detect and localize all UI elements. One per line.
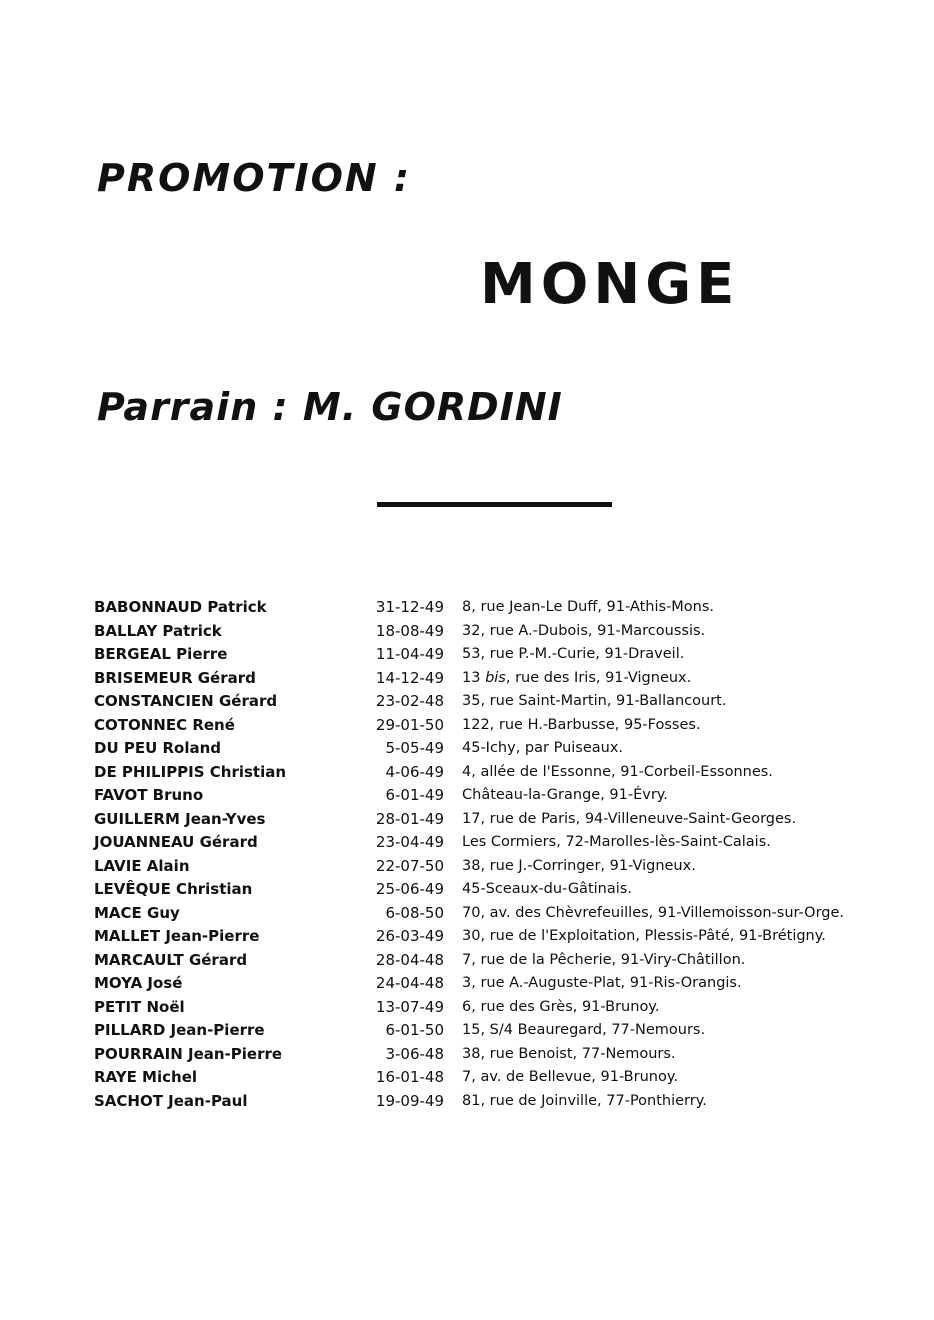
student-name: MOYA José bbox=[94, 974, 183, 992]
student-name: BALLAY Patrick bbox=[94, 621, 222, 640]
student-birth-date: 18-08-49 bbox=[375, 621, 444, 640]
student-name: GUILLERM Jean-Yves bbox=[94, 809, 266, 828]
student-row bbox=[94, 972, 874, 996]
student-name: BRISEMEUR Gérard bbox=[94, 668, 256, 687]
student-birth-date: 6-01-50 bbox=[385, 1021, 444, 1039]
student-row bbox=[94, 855, 874, 879]
student-address: 7, av. de Bellevue, 91-Brunoy. bbox=[462, 1069, 678, 1085]
student-row bbox=[94, 1066, 874, 1090]
student-address: 81, rue de Joinville, 77-Ponthierry. bbox=[462, 1092, 707, 1109]
student-birth-date: 6-08-50 bbox=[385, 903, 444, 922]
divider-rule bbox=[377, 502, 612, 507]
student-name: PETIT Noël bbox=[94, 997, 185, 1016]
student-row bbox=[94, 714, 874, 738]
student-birth-date: 23-02-48 bbox=[375, 692, 444, 710]
student-address: 4, allée de l'Essonne, 91-Corbeil-Essonnes. bbox=[462, 763, 773, 780]
student-birth-date: 25-06-49 bbox=[375, 880, 444, 898]
student-address: 30, rue de l'Exploitation, Plessis-Pâté, 91-Brétigny. bbox=[462, 928, 826, 944]
student-row bbox=[94, 761, 874, 785]
promotion-label: PROMOTION : bbox=[97, 156, 412, 200]
student-birth-date: 5-05-49 bbox=[385, 739, 444, 757]
student-birth-date: 29-01-50 bbox=[375, 715, 444, 734]
student-row bbox=[94, 784, 874, 808]
student-name: MACE Guy bbox=[94, 903, 180, 922]
student-name: DE PHILIPPIS Christian bbox=[94, 762, 287, 781]
student-birth-date: 16-01-48 bbox=[375, 1068, 444, 1086]
student-address: 38, rue J.-Corringer, 91-Vigneux. bbox=[462, 857, 696, 874]
student-row bbox=[94, 925, 874, 949]
student-name: JOUANNEAU Gérard bbox=[94, 833, 258, 851]
student-address: 45-Sceaux-du-Gâtinais. bbox=[462, 881, 632, 897]
student-address: 15, S/4 Beauregard, 77-Nemours. bbox=[462, 1022, 706, 1038]
student-address: 45-Ichy, par Puiseaux. bbox=[462, 740, 624, 756]
student-address: Château-la-Grange, 91-Évry. bbox=[462, 787, 668, 803]
student-name: MARCAULT Gérard bbox=[94, 950, 248, 969]
student-birth-date: 13-07-49 bbox=[375, 997, 444, 1016]
student-row bbox=[94, 831, 874, 855]
student-birth-date: 6-01-49 bbox=[385, 786, 444, 804]
student-row bbox=[94, 949, 874, 973]
student-roster bbox=[94, 596, 874, 1113]
student-birth-date: 28-04-48 bbox=[375, 950, 444, 969]
student-row bbox=[94, 1090, 874, 1114]
student-row bbox=[94, 643, 874, 667]
student-row bbox=[94, 620, 874, 644]
student-name: FAVOT Bruno bbox=[94, 786, 204, 804]
student-birth-date: 31-12-49 bbox=[375, 598, 444, 616]
student-birth-date: 11-04-49 bbox=[375, 645, 444, 663]
student-name: RAYE Michel bbox=[94, 1068, 198, 1086]
student-birth-date: 3-06-48 bbox=[385, 1044, 444, 1063]
student-row bbox=[94, 737, 874, 761]
student-row bbox=[94, 596, 874, 620]
student-birth-date: 23-04-49 bbox=[375, 833, 444, 851]
student-name: SACHOT Jean-Paul bbox=[94, 1091, 248, 1110]
student-row bbox=[94, 902, 874, 926]
student-address: 38, rue Benoist, 77-Nemours. bbox=[462, 1045, 676, 1062]
student-birth-date: 26-03-49 bbox=[375, 927, 444, 945]
student-name: DU PEU Roland bbox=[94, 739, 222, 757]
student-address: 53, rue P.-M.-Curie, 91-Draveil. bbox=[462, 646, 685, 662]
student-address: 6, rue des Grès, 91-Brunoy. bbox=[462, 998, 660, 1015]
student-row bbox=[94, 878, 874, 902]
student-name: POURRAIN Jean-Pierre bbox=[94, 1044, 283, 1063]
student-row bbox=[94, 690, 874, 714]
student-name: PILLARD Jean-Pierre bbox=[94, 1021, 265, 1039]
student-address: 3, rue A.-Auguste-Plat, 91-Ris-Orangis. bbox=[462, 975, 742, 991]
student-name: COTONNEC René bbox=[94, 715, 235, 734]
student-birth-date: 28-01-49 bbox=[375, 809, 444, 828]
student-name: CONSTANCIEN Gérard bbox=[94, 692, 278, 710]
student-birth-date: 19-09-49 bbox=[375, 1091, 444, 1110]
student-name: BERGEAL Pierre bbox=[94, 645, 228, 663]
student-address: 13 bis, rue des Iris, 91-Vigneux. bbox=[462, 669, 692, 686]
student-address: 70, av. des Chèvrefeuilles, 91-Villemoisson-sur-Orge. bbox=[462, 904, 845, 921]
student-address: 7, rue de la Pêcherie, 91-Viry-Châtillon. bbox=[462, 951, 746, 968]
student-row bbox=[94, 1019, 874, 1043]
student-name: BABONNAUD Patrick bbox=[94, 598, 267, 616]
student-address: Les Cormiers, 72-Marolles-lès-Saint-Calais. bbox=[462, 834, 771, 850]
student-row bbox=[94, 996, 874, 1020]
student-name: LEVÊQUE Christian bbox=[94, 880, 253, 898]
student-row bbox=[94, 808, 874, 832]
sponsor-line: Parrain : M. GORDINI bbox=[97, 385, 563, 429]
promotion-name: MONGE bbox=[480, 252, 740, 317]
student-address: 17, rue de Paris, 94-Villeneuve-Saint-Georges. bbox=[462, 810, 797, 827]
student-address: 35, rue Saint-Martin, 91-Ballancourt. bbox=[462, 693, 727, 709]
student-birth-date: 4-06-49 bbox=[385, 762, 444, 781]
student-name: MALLET Jean-Pierre bbox=[94, 927, 260, 945]
student-row bbox=[94, 667, 874, 691]
student-birth-date: 14-12-49 bbox=[375, 668, 444, 687]
student-name: LAVIE Alain bbox=[94, 856, 190, 875]
student-address: 8, rue Jean-Le Duff, 91-Athis-Mons. bbox=[462, 599, 715, 615]
student-address: 122, rue H.-Barbusse, 95-Fosses. bbox=[462, 716, 701, 733]
student-address: 32, rue A.-Dubois, 91-Marcoussis. bbox=[462, 622, 706, 639]
student-birth-date: 24-04-48 bbox=[375, 974, 444, 992]
student-row bbox=[94, 1043, 874, 1067]
student-birth-date: 22-07-50 bbox=[375, 856, 444, 875]
